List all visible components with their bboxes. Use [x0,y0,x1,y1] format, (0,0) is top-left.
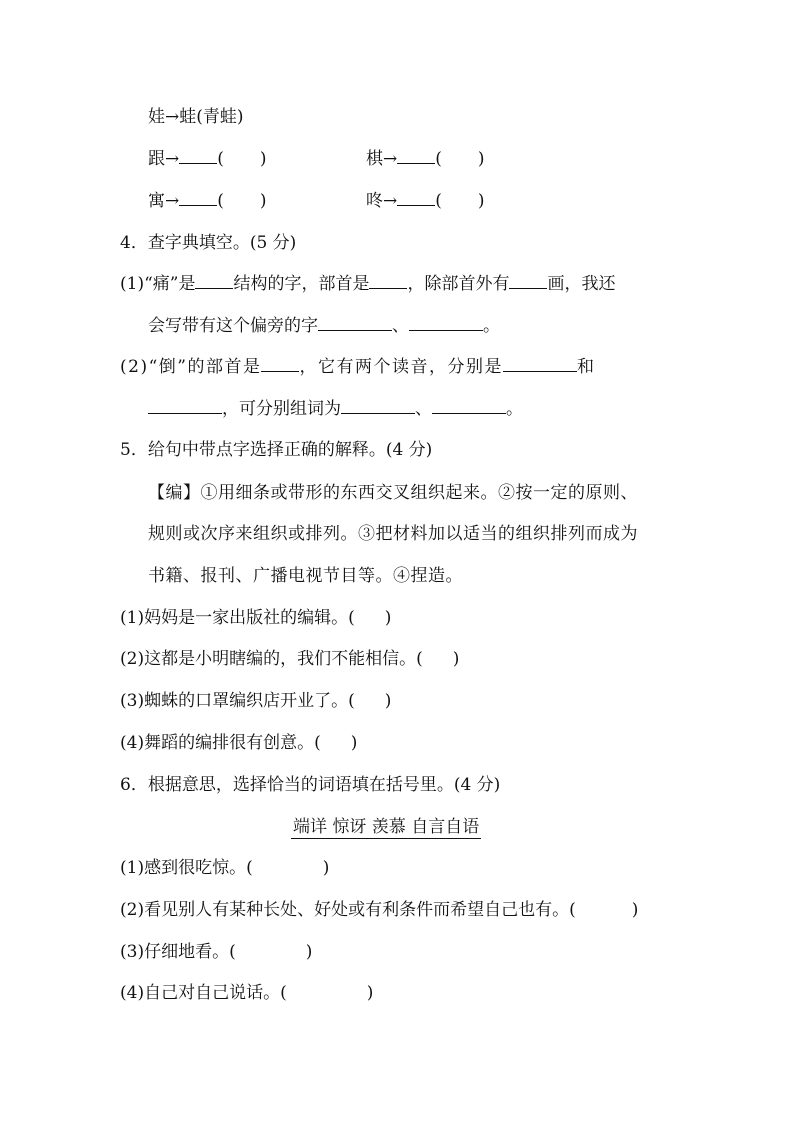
answer-blank[interactable] [397,191,435,206]
q4-item1-line2: 会写带有这个偏旁的字 、 。 [148,316,500,336]
q5-item-1: (1)妈妈是一家出版社的编辑。( ) [120,608,392,628]
q6-item-4: (4)自己对自己说话。( ) [120,983,374,1003]
answer-blank[interactable] [432,399,506,414]
q6-title: 6．根据意思，选择恰当的词语填在括号里。(4 分) [120,775,501,795]
answer-blank[interactable] [148,399,222,414]
q5-definition-3: 书籍、报刊、广播电视节目等。④捏造。 [148,566,463,586]
q5-definition-1: 【编】①用细条或带形的东西交叉组织起来。②按一定的原则、 [148,483,638,503]
answer-blank[interactable] [369,274,407,289]
pair-right-2: 咚→ ( ) [366,191,485,211]
answer-blank[interactable] [409,316,483,331]
pair-char: 寓→ [148,191,180,211]
q5-title: 5．给句中带点字选择正确的解释。(4 分) [120,440,433,460]
answer-blank[interactable] [397,149,435,164]
q6-word-bank [291,815,481,839]
pair-left-1: 跟→ ( ) [148,149,267,169]
q5-item-2: (2)这都是小明瞎编的，我们不能相信。( ) [120,649,460,669]
word-bank: 端详 惊讶 羡慕 自言自语 [293,817,480,837]
pair-left-2: 寓→ ( ) [148,191,267,211]
example-line [148,105,244,129]
q5-item-4: (4)舞蹈的编排很有创意。( ) [120,733,358,753]
answer-blank[interactable] [341,399,415,414]
example-text: 娃→蛙(青蛙) [148,107,244,127]
answer-blank[interactable] [318,316,392,331]
q4-item2-line2: ，可分别组词为 、 。 [148,397,523,421]
q4-title: 4．查字典填空。(5 分) [120,233,297,253]
q5-definition-2: 规则或次序来组织或排列。③把材料加以适当的组织排列而成为 [148,524,638,544]
pair-char: 咚→ [366,191,398,211]
answer-blank[interactable] [179,191,217,206]
q6-item-2: (2)看见别人有某种长处、好处或有利条件而希望自己也有。( ) [120,900,639,920]
answer-blank[interactable] [261,357,299,372]
answer-blank[interactable] [509,274,547,289]
pair-char: 跟→ [148,149,180,169]
q6-item-1: (1)感到很吃惊。( ) [120,858,330,878]
q4-item2-line1: (2)“倒”的部首是 ，它有两个读音，分别是 和 [120,357,596,377]
pair-right-1: 棋→ ( ) [366,149,485,169]
pair-char: 棋→ [366,149,398,169]
answer-blank[interactable] [179,149,217,164]
answer-blank[interactable] [503,357,577,372]
q6-item-3: (3)仔细地看。( ) [120,942,313,962]
q5-item-3: (3)蜘蛛的口罩编织店开业了。( ) [120,691,392,711]
answer-blank[interactable] [195,274,233,289]
q4-item1-line1: (1)“痛”是 结构的字，部首是 ，除部首外有 画，我还 [120,274,616,294]
